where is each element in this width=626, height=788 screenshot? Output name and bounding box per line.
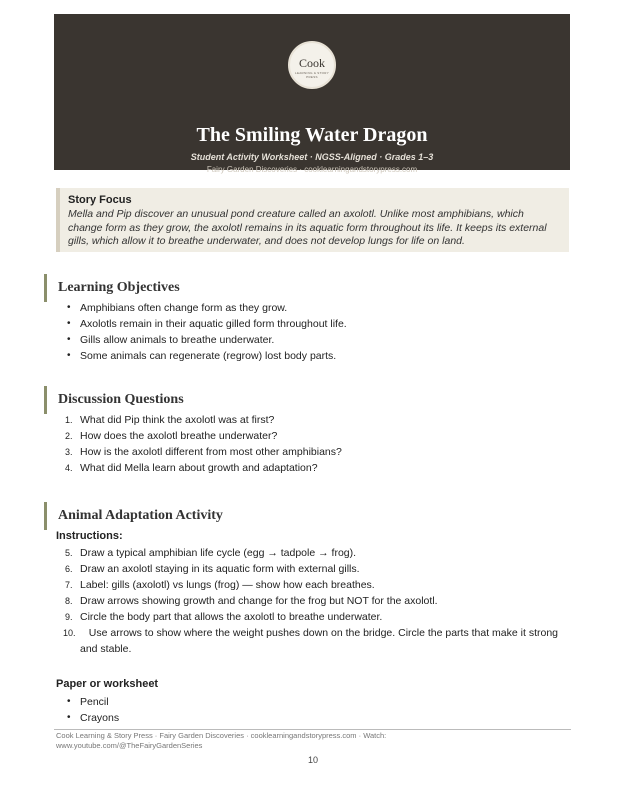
bullet-icon: • [67, 712, 71, 723]
activity-instructions-list [63, 545, 561, 657]
list-item: 3. How is the axolotl different from most other amphibians? [65, 446, 342, 458]
learning-objectives-list [67, 300, 347, 364]
story-focus-text: Mella and Pip discover an unusual pond creature called an axolotl. Unlike most amphibians, which change form as they grow, the axolotl remains in its aquatic form throughout its life. It keeps its external gills, which allow it to breathe underwater, and does not develop lungs for life on land. [68, 208, 547, 247]
story-focus-heading: Story Focus [68, 194, 132, 206]
bullet-icon: • [67, 696, 71, 707]
instructions-label: Instructions: [56, 530, 123, 542]
bullet-icon: • [67, 350, 71, 361]
materials-list [67, 694, 120, 726]
list-item: 9. Circle the body part that allows the axolotl to breathe underwater. [65, 611, 383, 623]
footer-text: Cook Learning & Story Press · Fairy Garden Discoveries · cooklearningandstorypress.com · Watch: www.youtube.com/@TheFairyGardenSeries [56, 731, 387, 750]
page-subtitle: Student Activity Worksheet · NGSS-Aligned · Grades 1–3 [190, 152, 434, 162]
list-item: 10. Use arrows to show where the weight pushes down on the bridge. Circle the parts that make it strong and stable. [63, 627, 561, 655]
bullet-icon: • [67, 334, 71, 345]
story-focus-box [56, 188, 569, 252]
publisher-logo [288, 41, 336, 89]
discussion-questions-list [65, 412, 342, 476]
list-item: 8. Draw arrows showing growth and change for the frog but NOT for the axolotl. [65, 595, 438, 607]
bullet-icon: • [67, 318, 71, 329]
list-item: 6. Draw an axolotl staying in its aquatic form with external gills. [65, 563, 360, 575]
list-item: 5. Draw a typical amphibian life cycle (egg → tadpole → frog). [65, 547, 357, 559]
materials-label: Paper or worksheet [56, 678, 159, 690]
list-item: • Some animals can regenerate (regrow) lost body parts. [67, 350, 337, 362]
activity-heading: Animal Adaptation Activity [44, 502, 223, 530]
list-item: • Gills allow animals to breathe underwater. [67, 334, 275, 346]
list-item: • Axolotls remain in their aquatic gilled form throughout life. [67, 318, 347, 330]
list-item: • Crayons [67, 712, 120, 724]
list-item: • Pencil [67, 696, 109, 708]
bullet-icon: • [67, 302, 71, 313]
header-banner [54, 14, 570, 174]
page-title: The Smiling Water Dragon [196, 124, 428, 146]
footer-divider [54, 729, 571, 730]
logo-subtext: LEARNING & STORY PRESS [294, 71, 330, 79]
list-item: 2. How does the axolotl breathe underwater? [65, 430, 278, 442]
list-item: 4. What did Mella learn about growth and adaptation? [65, 462, 318, 474]
page-number: 10 [307, 755, 318, 765]
list-item: • Amphibians often change form as they grow. [67, 302, 288, 314]
discussion-questions-heading: Discussion Questions [44, 386, 184, 414]
page-subline: Fairy Garden Discoveries · cooklearningandstorypress.com [206, 165, 418, 174]
list-item: 7. Label: gills (axolotl) vs lungs (frog) — show how each breathes. [65, 579, 375, 591]
list-item: 1. What did Pip think the axolotl was at first? [65, 414, 275, 426]
logo-text: Cook [298, 56, 325, 70]
learning-objectives-heading: Learning Objectives [44, 274, 180, 302]
